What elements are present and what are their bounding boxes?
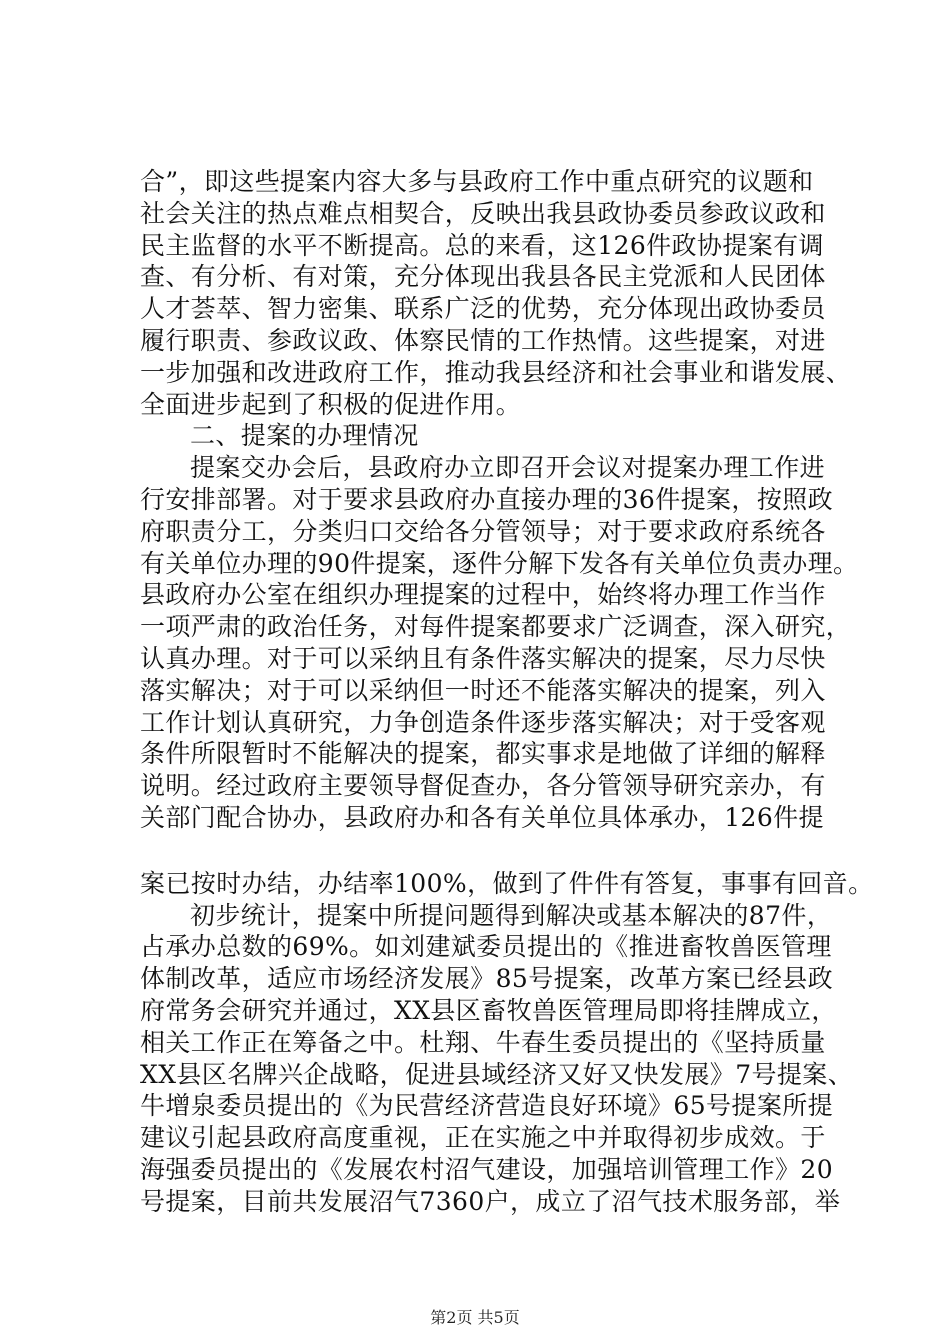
paragraph-line: 县政府办公室在组织办理提案的过程中，始终将办理工作当作 xyxy=(140,580,826,609)
paragraph-line: 占承办总数的69%。如刘建斌委员提出的《推进畜牧兽医管理 xyxy=(140,932,832,961)
paragraph-line: 建议引起县政府高度重视，正在实施之中并取得初步成效。于 xyxy=(140,1123,826,1152)
paragraph-line: 海强委员提出的《发展农村沼气建设，加强培训管理工作》20 xyxy=(140,1155,834,1184)
paragraph-line: 案已按时办结，办结率100%，做到了件件有答复，事事有回音。 xyxy=(140,869,874,898)
paragraph-line: 全面进步起到了积极的促进作用。 xyxy=(140,390,522,419)
paragraph-line: 人才荟萃、智力密集、联系广泛的优势，充分体现出政协委员 xyxy=(140,294,826,323)
paragraph-line: 体制改革，适应市场经济发展》85号提案，改革方案已经县政 xyxy=(140,964,834,993)
paragraph-line: 一步加强和改进政府工作，推动我县经济和社会事业和谐发展、 xyxy=(140,358,852,387)
paragraph-line: 相关工作正在筹备之中。杜翔、牛春生委员提出的《坚持质量 xyxy=(140,1028,826,1057)
page-footer: 第2页 共5页 xyxy=(430,1308,520,1327)
paragraph-line: 认真办理。对于可以采纳且有条件落实解决的提案，尽力尽快 xyxy=(140,644,826,673)
paragraph-line: 牛增泉委员提出的《为民营经济营造良好环境》65号提案所提 xyxy=(140,1091,834,1120)
paragraph-line: 府常务会研究并通过，XX县区畜牧兽医管理局即将挂牌成立， xyxy=(140,996,837,1025)
paragraph-line: 一项严肃的政治任务，对每件提案都要求广泛调查，深入研究， xyxy=(140,612,852,641)
paragraph-line: 有关单位办理的90件提案，逐件分解下发各有关单位负责办理。 xyxy=(140,549,859,578)
paragraph-line: 工作计划认真研究，力争创造条件逐步落实解决；对于受客观 xyxy=(140,708,826,737)
paragraph-line: 落实解决；对于可以采纳但一时还不能落实解决的提案，列入 xyxy=(140,676,826,705)
paragraph-line: 民主监督的水平不断提高。总的来看，这126件政协提案有调 xyxy=(140,231,824,260)
paragraph-line: 号提案，目前共发展沼气7360户，成立了沼气技术服务部，举 xyxy=(140,1187,841,1216)
paragraph-line: 府职责分工，分类归口交给各分管领导；对于要求政府系统各 xyxy=(140,517,826,546)
paragraph-line: 行安排部署。对于要求县政府办直接办理的36件提案，按照政 xyxy=(140,485,834,514)
paragraph-line: 初步统计，提案中所提问题得到解决或基本解决的87件， xyxy=(190,901,833,930)
paragraph-line: 关部门配合协办，县政府办和各有关单位具体承办，126件提 xyxy=(140,803,824,832)
paragraph-line: 提案交办会后，县政府办立即召开会议对提案办理工作进 xyxy=(190,453,826,482)
paragraph-line: 履行职责、参政议政、体察民情的工作热情。这些提案，对进 xyxy=(140,326,826,355)
paragraph-line: XX县区名牌兴企战略，促进县域经济又好又快发展》7号提案、 xyxy=(140,1060,854,1089)
paragraph-line: 查、有分析、有对策，充分体现出我县各民主党派和人民团体 xyxy=(140,262,826,291)
paragraph-line: 说明。经过政府主要领导督促查办，各分管领导研究亲办，有 xyxy=(140,771,826,800)
section-heading: 二、提案的办理情况 xyxy=(190,421,419,450)
paragraph-line: 社会关注的热点难点相契合，反映出我县政协委员参政议政和 xyxy=(140,199,826,228)
paragraph-line: 条件所限暂时不能解决的提案，都实事求是地做了详细的解释 xyxy=(140,739,826,768)
paragraph-line: 合”，即这些提案内容大多与县政府工作中重点研究的议题和 xyxy=(140,167,814,196)
